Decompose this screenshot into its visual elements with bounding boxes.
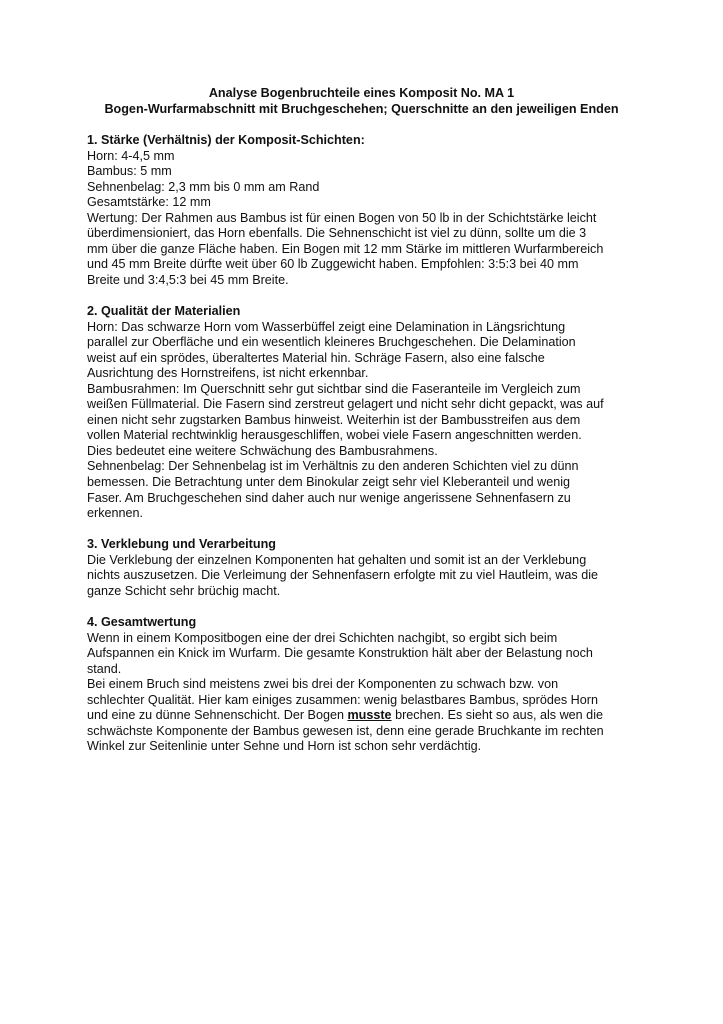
text-line: bemessen. Die Betrachtung unter dem Binokular zeigt sehr viel Kleberanteil und wenig xyxy=(87,475,571,490)
text-line: schlechter Qualität. Hier kam einiges zusammen: wenig belastbares Bambus, sprödes Horn xyxy=(87,692,598,707)
text-line: Ausrichtung des Hornstreifens, ist nicht erkennbar. xyxy=(87,366,369,381)
text-line: Faser. Am Bruchgeschehen sind daher auch nur wenige angerissene Sehnenfasern zu xyxy=(87,490,571,505)
text-line: Horn: 4-4,5 mm xyxy=(87,148,175,163)
text-line: Horn: Das schwarze Horn vom Wasserbüffel zeigt eine Delamination in Längsrichtung xyxy=(87,319,566,334)
text-line: Wertung: Der Rahmen aus Bambus ist für einen Bogen von 50 lb in der Schichtstärke leicht xyxy=(87,210,597,225)
text-line: schwächste Komponente der Bambus gewesen ist, denn eine gerade Bruchkante im rechten xyxy=(87,723,604,738)
section-2 xyxy=(87,304,687,522)
section-4 xyxy=(87,615,687,755)
text-line: und 45 mm Breite dürfte weit über 60 lb Zuggewicht haben. Empfohlen: 3:5:3 bei 40 mm xyxy=(87,257,579,272)
text-line: mm über die ganze Fläche haben. Ein Bogen mit 12 mm Stärke im mittleren Wurfarmbereich xyxy=(87,241,604,256)
text-line: Dies bedeutet eine weitere Schwächung des Bambusrahmens. xyxy=(87,443,438,458)
text-line: Aufspannen ein Knick im Wurfarm. Die gesamte Konstruktion hält aber der Belastung noch xyxy=(87,646,593,661)
text-line: weißen Füllmaterial. Die Fasern sind zerstreut gelagert und nicht sehr dicht gepackt, was auf xyxy=(87,397,604,412)
text-line-emphasis xyxy=(87,708,687,724)
text-line: ganze Schicht sehr brüchig macht. xyxy=(87,583,281,598)
text-line: erkennen. xyxy=(87,506,144,521)
document-body xyxy=(87,133,687,755)
text-line: überdimensioniert, das Horn ebenfalls. Die Sehnenschicht ist viel zu dünn, sollte um die 3 xyxy=(87,226,587,241)
text-line: vollen Material rechtwinklig herausgeschliffen, wobei viele Fasern angeschnitten werden. xyxy=(87,428,582,443)
text-line: weist auf ein sprödes, überaltertes Material hin. Schräge Fasern, also eine falsche xyxy=(87,350,545,365)
text-line: Bei einem Bruch sind meistens zwei bis drei der Komponenten zu schwach bzw. von xyxy=(87,677,559,692)
text-line: Gesamtstärke: 12 mm xyxy=(87,195,211,210)
text-line: Winkel zur Seitenlinie unter Sehne und Horn ist schon sehr verdächtig. xyxy=(87,739,482,754)
section-3 xyxy=(87,537,687,599)
section-heading: 1. Stärke (Verhältnis) der Komposit-Schichten: xyxy=(87,133,365,147)
text-line: parallel zur Oberfläche und ein wesentlich kleineres Bruchgeschehen. Die Delamination xyxy=(87,335,576,350)
section-heading: 3. Verklebung und Verarbeitung xyxy=(87,537,276,552)
text-segment: und eine zu dünne Sehnenschicht. Der Bogen xyxy=(87,708,348,723)
text-line: nichts auszusetzen. Die Verleimung der Sehnenfasern erfolgte mit zu viel Hautleim, was die xyxy=(87,568,599,583)
section-heading: 2. Qualität der Materialien xyxy=(87,304,241,319)
text-line: Wenn in einem Kompositbogen eine der drei Schichten nachgibt, so ergibt sich beim xyxy=(87,630,558,645)
text-line: stand. xyxy=(87,661,122,676)
text-line: Bambusrahmen: Im Querschnitt sehr gut sichtbar sind die Faseranteile im Vergleich zum xyxy=(87,381,581,396)
emphasized-word: musste xyxy=(347,708,392,723)
document-title: Analyse Bogenbruchteile eines Komposit No. MA 1 xyxy=(208,86,515,100)
text-line: einen nicht sehr zugstarken Bambus hinweist. Weiterhin ist der Bambusstreifen aus dem xyxy=(87,412,581,427)
document-subtitle: Bogen-Wurfarmabschnitt mit Bruchgeschehen; Querschnitte an den jeweiligen Enden xyxy=(104,101,619,116)
text-line: Die Verklebung der einzelnen Komponenten hat gehalten und somit ist an der Verklebung xyxy=(87,552,587,567)
text-line: Sehnenbelag: 2,3 mm bis 0 mm am Rand xyxy=(87,179,320,194)
section-1 xyxy=(87,133,687,288)
text-line: Bambus: 5 mm xyxy=(87,164,172,179)
text-line: Breite und 3:4,5:3 bei 45 mm Breite. xyxy=(87,272,289,287)
text-line: Sehnenbelag: Der Sehnenbelag ist im Verhältnis zu den anderen Schichten viel zu dünn xyxy=(87,459,579,474)
section-heading: 4. Gesamtwertung xyxy=(87,614,197,629)
text-segment: brechen. Es sieht so aus, als wen die xyxy=(391,708,603,723)
